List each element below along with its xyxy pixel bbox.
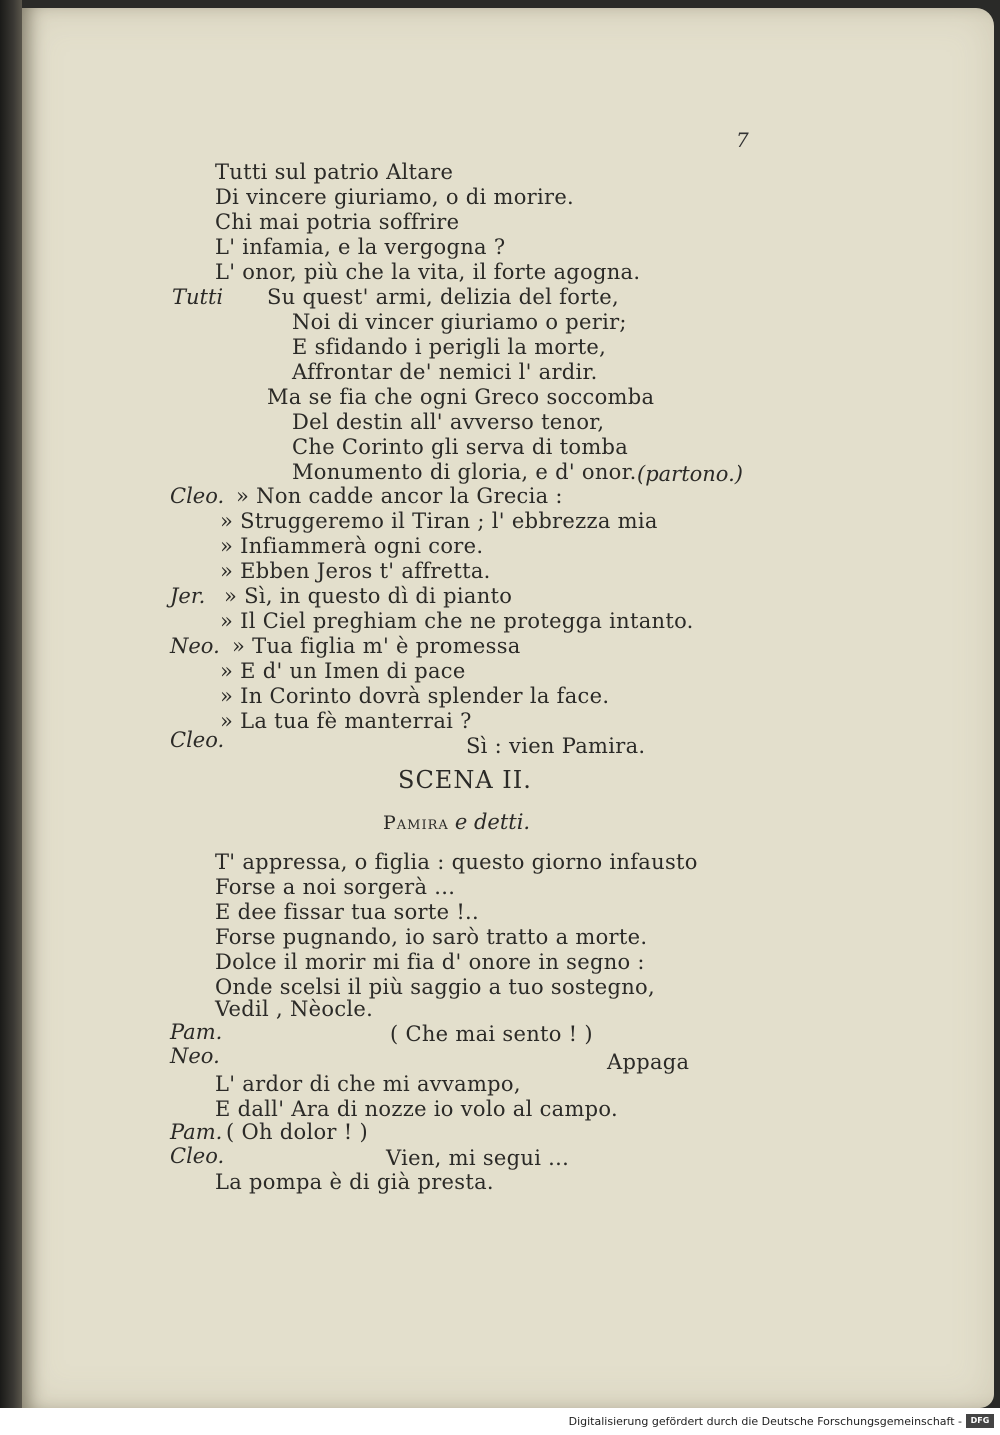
scene-characters [383,810,530,834]
verse-text: Non cadde ancor la Grecia : [256,484,563,508]
speaker-label: Cleo. [170,1144,225,1168]
verse-line: Su quest' armi, delizia del forte, [267,285,619,309]
quote-mark: » [220,709,234,733]
verse-line: Che Corinto gli serva di tomba [292,435,629,459]
verse-line: E sfidando i perigli la morte, [292,335,607,359]
quote-mark: » [232,634,246,658]
verse-line: Affrontar de' nemici l' ardir. [292,360,598,384]
book-page [22,8,994,1408]
stage-direction: (partono.) [637,462,743,486]
dfg-logo-icon: DFG [966,1414,994,1428]
verse-line: Tutti sul patrio Altare [215,160,454,184]
verse-line [224,584,512,608]
quote-mark: » [220,509,234,533]
verse-line: Dolce il morir mi fia d' onore in segno : [215,950,645,974]
speaker-label: Neo. [170,634,220,658]
speaker-label: Tutti [172,285,224,309]
verse-line [220,609,694,633]
verse-line [220,709,472,733]
verse-line: Onde scelsi il più saggio a tuo sostegno, [215,975,655,999]
page-number: 7 [736,128,749,152]
verse-text: In Corinto dovrà splender la face. [240,684,610,708]
scene-title: SCENA II. [398,766,532,794]
verse-text: Struggeremo il Tiran ; l' ebbrezza mia [240,509,658,533]
verse-line: Vedil , Nèocle. [215,997,374,1021]
quote-mark: » [220,559,234,583]
verse-text: E d' un Imen di pace [240,659,466,683]
verse-line: E dee fissar tua sorte !.. [215,900,480,924]
verse-line [220,659,466,683]
footer-credit: Digitalisierung gefördert durch die Deutsche Forschungsgemeinschaft - [568,1415,962,1428]
footer-bar [0,1408,1000,1435]
verse-text: Tua figlia m' è promessa [252,634,521,658]
verse-text: Ebben Jeros t' affretta. [240,559,491,583]
verse-text: Sì, in questo dì di pianto [244,584,513,608]
character-name: Pamira [383,812,449,834]
quote-mark: » [220,534,234,558]
verse-line: Forse pugnando, io sarò tratto a morte. [215,925,648,949]
speaker-label: Pam. [170,1120,223,1144]
speaker-label: Neo. [170,1044,220,1068]
verse-text: Il Ciel preghiam che ne protegga intanto. [240,609,694,633]
verse-line [220,684,609,708]
verse-line: L' onor, più che la vita, il forte agogna. [215,260,641,284]
quote-mark: » [220,609,234,633]
verse-line: Noi di vincer giuriamo o perir; [292,310,627,334]
verse-line: Sì : vien Pamira. [466,734,646,758]
character-rest: e detti. [454,810,531,834]
verse-line: ( Oh dolor ! ) [226,1120,368,1144]
verse-line: Del destin all' avverso tenor, [292,410,605,434]
speaker-label: Cleo. [170,484,225,508]
verse-line [236,484,563,508]
speaker-label: Pam. [170,1020,223,1044]
verse-line [220,559,491,583]
verse-line: Forse a noi sorgerà ... [215,875,456,899]
speaker-label: Cleo. [170,728,225,752]
verse-line: Di vincere giuriamo, o di morire. [215,185,575,209]
verse-text: Infiammerà ogni core. [240,534,484,558]
verse-line [232,634,521,658]
verse-line: Chi mai potria soffrire [215,210,460,234]
verse-line [220,534,483,558]
verse-line: ( Che mai sento ! ) [390,1022,593,1046]
verse-line: L' infamia, e la vergogna ? [215,235,506,259]
quote-mark: » [236,484,250,508]
speaker-label: Jer. [170,584,206,608]
verse-text: La tua fè manterrai ? [240,709,472,733]
quote-mark: » [220,684,234,708]
verse-line: Ma se fia che ogni Greco soccomba [267,385,655,409]
verse-line: L' ardor di che mi avvampo, [215,1072,521,1096]
verse-line [220,509,658,533]
book-binding [0,0,22,1435]
quote-mark: » [220,659,234,683]
verse-line: Monumento di gloria, e d' onor. [292,460,637,484]
quote-mark: » [224,584,238,608]
verse-line: Appaga [607,1050,690,1074]
verse-line: La pompa è di già presta. [215,1170,494,1194]
verse-line: E dall' Ara di nozze io volo al campo. [215,1097,618,1121]
verse-line: Vien, mi segui ... [386,1146,570,1170]
verse-line: T' appressa, o figlia : questo giorno infausto [215,850,698,874]
